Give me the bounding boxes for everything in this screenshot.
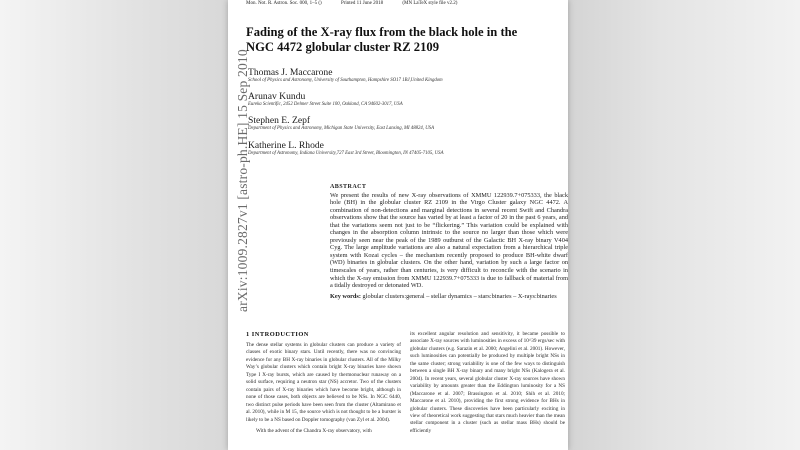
paragraph: its excellent angular resolution and sensitivity, it became possible to associate X-ray sources with luminosities in excess of 10^39 ergs/sec with globular clusters (e.g. Sarazin et al. 2000; Angelini et al. 2001). However, such luminosities can potentially be produced by multiple bright NSs in the same cluster; strong variability is one of the few ways to distinguish between a single BH X-ray binary and many bright NSs (Kalogera et al. 2004). In recent years, several globular cluster X-ray sources have shown variability by amounts greater than the Eddington luminosity for a NS (Maccarone et al. 2007; Brassington et al. 2010; Shih et al. 2010; Maccarone et al. 2010), providing the first strong evidence for BHs in globular clusters. These discoveries have been particularly exciting in view of theoretical work suggesting that stars much heavier than the mean stellar component in a cluster (such as stellar mass BHs) should be efficiently — [410, 331, 565, 434]
author-affiliation: School of Physics and Astronomy, University of Southampton, Hampshire SO17 1BJ,United Kingdom — [248, 78, 443, 83]
author-name: Katherine L. Rhode — [248, 140, 324, 151]
body-column-right — [410, 331, 565, 435]
author-name: Stephen E. Zepf — [248, 115, 311, 126]
author-affiliation: Department of Physics and Astronomy, Michigan State University, East Lansing, MI 48824, USA — [248, 126, 434, 131]
author-name: Arunav Kundu — [248, 91, 306, 102]
arxiv-stamp: arXiv:1009.2827v1 [astro-ph.HE] 15 Sep 2010 — [235, 49, 250, 312]
keywords — [330, 293, 568, 301]
body-column-left — [246, 342, 401, 435]
paper-title: Fading of the X-ray flux from the black hole in the NGC 4472 globular cluster RZ 2109 — [246, 25, 518, 54]
section-heading: 1 INTRODUCTION — [246, 331, 309, 338]
journal-citation: Mon. Not. R. Astron. Soc. 000, 1–5 () — [246, 1, 322, 6]
author-block — [248, 91, 548, 108]
viewer-background-right — [568, 0, 800, 450]
style-note: (MN LaTeX style file v2.2) — [402, 1, 458, 6]
paragraph: The dense stellar systems in globular clusters can produce a variety of classes of exotic binary stars. Until recently, there was no convincing evidence for any BH X-ray binaries in globular clusters. All of the Milky Way’s globular clusters which contain bright X-ray binaries have shown Type I X-ray bursts, which are caused by thermonuclear runaway on a solid surface, requiring a neutron star (NS) accretor. Two of the clusters contain pairs of X-ray binaries which have become bright, although in none of those cases, both objects are believed to be NSs. In NGC 6440, two distinct pulse periods have been seen from the cluster (Altamirano et al. 2010), while in M 15, the source which is not thought to be a burster is likely to be a NS based on Doppler tomography (van Zyl et al. 2004). — [246, 342, 401, 423]
author-block — [248, 115, 548, 132]
author-name: Thomas J. Maccarone — [248, 67, 333, 78]
author-affiliation: Eureka Scientific, 2452 Delmer Street Suite 100, Oakland, CA 94602-3017, USA — [248, 102, 403, 107]
abstract — [330, 184, 568, 300]
abstract-text: We present the results of new X-ray observations of XMMU 122939.7+075333, the black hole (BH) in the globular cluster RZ 2109 in the Virgo Cluster galaxy NGC 4472. A combination of non-detections and marginal detections in several recent Swift and Chandra observations show that the source has varied by at least a factor of 20 in the past 6 years, and that the variations seem not just to be “flickering.” This variation could be explained with changes in the absorption column intrinsic to the source no larger than those which were previously seen near the peak of the 1989 outburst of the Galactic BH X-ray binary V404 Cyg. The large amplitude variations are also a natural expectation from a hierarchical triple system with Kozai cycles – the mechanism recently proposed to produce BH-white dwarf (WD) binaries in globular clusters. On the other hand, variation by such a large factor on timescales of years, rather than centuries, is very difficult to reconcile with the scenario in which the X-ray emission from XMMU 122939.7+075333 is due to fallback of material from a tidally destroyed or detonated WD. — [330, 191, 568, 290]
author-affiliation: Department of Astronomy, Indiana University,727 East 3rd Street, Bloomington, IN 47405-7105, USA — [248, 151, 444, 156]
document-page — [228, 0, 568, 450]
viewer-background-left — [0, 0, 228, 450]
abstract-heading: ABSTRACT — [330, 184, 367, 190]
printed-date: Printed 11 June 2018 — [340, 1, 384, 6]
page-header — [246, 0, 564, 8]
keywords-label: Key words: — [330, 292, 361, 300]
author-block — [248, 140, 548, 157]
keywords-text: globular clusters:general – stellar dynamics – stars:binaries – X-rays:binaries — [362, 292, 557, 300]
paragraph: With the advent of the Chandra X-ray observatory, with — [256, 427, 372, 434]
author-block — [248, 67, 548, 84]
